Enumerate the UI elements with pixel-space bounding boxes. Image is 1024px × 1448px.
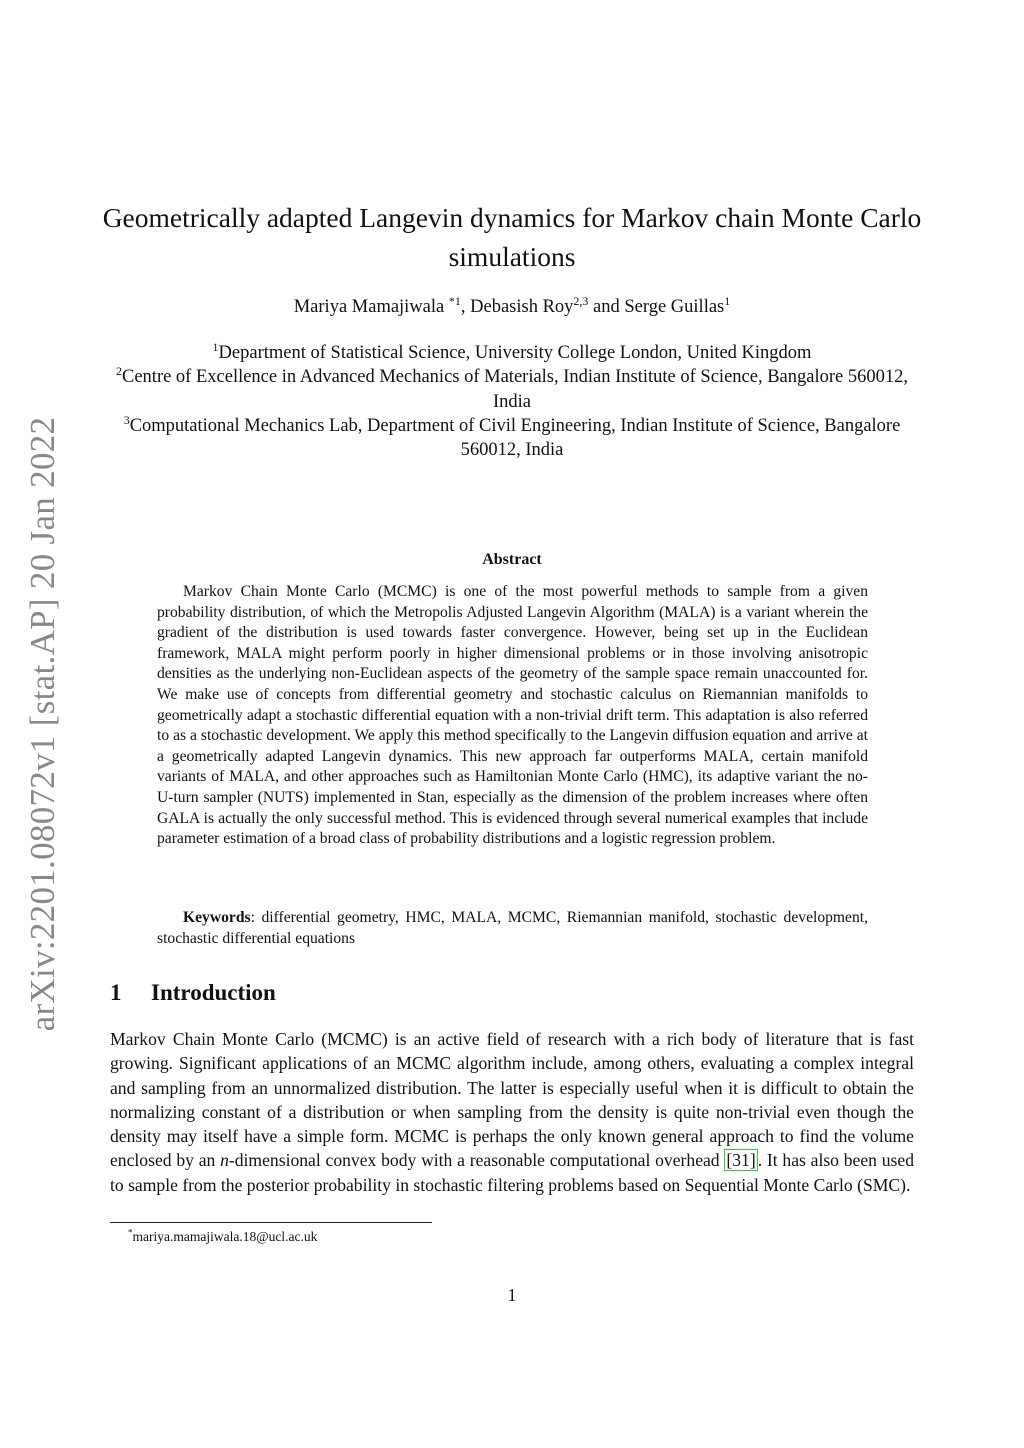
abstract-text: Markov Chain Monte Carlo (MCMC) is one of the most powerful methods to sample from a given probability distribution, of which the Metropolis Adjusted Langevin Algorithm (MALA) is a variant wherein the gradient of the distribution is used towards faster convergence. However, being set up in the Euclidean framework, MALA might perform poorly in higher dimensional problems or in those involving anisotropic densities as the underlying non-Euclidean aspects of the geometry of the sample space remain unaccounted for. We make use of concepts from differential geometry and stochastic calculus on Riemannian manifolds to geometrically adapt a stochastic differential equation with a non-trivial drift term. This adaptation is also referred to as a stochastic development. We apply this method specifically to the Langevin diffusion equation and arrive at a geometrically adapted Langevin dynamics. This new approach far outperforms MALA, certain manifold variants of MALA, and other approaches such as Hamiltonian Monte Carlo (HMC), its adaptive variant the no-U-turn sampler (NUTS) implemented in Stan, especially as the dimension of the problem increases where often GALA is actually the only successful method. This is evidenced through several numerical examples that include parameter estimation of a broad class of probability distributions and a logistic regression problem. <box>157 583 868 848</box>
section-title: Introduction <box>151 980 276 1005</box>
author-separator: and <box>588 297 625 317</box>
affiliation <box>110 341 914 365</box>
footnote-mark: * <box>128 1227 133 1238</box>
citation-link[interactable]: [31] <box>726 1150 756 1171</box>
author-affiliation-marks: 2,3 <box>573 293 589 308</box>
author-list <box>100 293 924 318</box>
author-separator: , <box>460 297 471 317</box>
author-name: Mariya Mamajiwala <box>293 297 445 317</box>
math-variable: n <box>220 1150 229 1171</box>
author-name: Serge Guillas <box>624 297 725 317</box>
affiliation-mark: 2 <box>116 364 122 379</box>
arxiv-identifier-stamp: arXiv:2201.08072v1 [stat.AP] 20 Jan 2022 <box>23 416 62 1032</box>
affiliation-text: Computational Mechanics Lab, Department of Civil Engineering, Indian Institute of Science, Bangalore 560012, India <box>129 415 901 461</box>
abstract-heading: Abstract <box>482 551 542 568</box>
section-number: 1 <box>110 980 122 1005</box>
paragraph-text: Markov Chain Monte Carlo (MCMC) is an active field of research with a rich body of literature that is fast growing. Significant applications of an MCMC algorithm include, among others, evaluating a complex integral and sampling from an unnormalized distribution. The latter is especially useful when it is difficult to obtain the normalizing constant of a distribution or when sampling from the density is quite non-trivial even though the density may itself have a simple form. MCMC is perhaps the only known general approach to find the volume enclosed by an <box>110 1029 914 1171</box>
affiliation-mark: 3 <box>123 412 130 427</box>
footnote-email: mariya.mamajiwala.18@ucl.ac.uk <box>132 1229 318 1244</box>
page-number: 1 <box>507 1285 517 1305</box>
section-heading-introduction <box>110 980 276 1006</box>
footnote <box>128 1229 317 1245</box>
paper-title: Geometrically adapted Langevin dynamics for Markov chain Monte Carlo simulations <box>102 202 922 272</box>
keywords-text: : differential geometry, HMC, MALA, MCMC, Riemannian manifold, stochastic development, stochastic differential equations <box>157 909 868 947</box>
keywords <box>157 907 868 949</box>
paragraph-text: -dimensional convex body with a reasonable computational overhead <box>228 1150 725 1171</box>
paragraph-text: . It has also been used to sample from the posterior probability in stochastic filtering problems based on Sequential Monte Carlo (SMC). <box>110 1150 914 1195</box>
affiliation-text: Department of Statistical Science, University College London, United Kingdom <box>218 343 812 363</box>
author-affiliation-marks: *1 <box>448 293 461 308</box>
affiliation <box>110 365 914 414</box>
affiliation-text: Centre of Excellence in Advanced Mechanics of Materials, Indian Institute of Science, Bangalore 560012, India <box>122 367 908 412</box>
keywords-label: Keywords <box>183 909 251 926</box>
footnote-divider <box>110 1222 432 1223</box>
introduction-paragraph <box>110 1027 914 1197</box>
author-name: Debasish Roy <box>470 297 574 317</box>
affiliation-mark: 1 <box>212 339 219 354</box>
affiliation <box>110 414 914 463</box>
affiliation-list <box>110 341 914 462</box>
author-affiliation-marks: 1 <box>724 293 731 308</box>
